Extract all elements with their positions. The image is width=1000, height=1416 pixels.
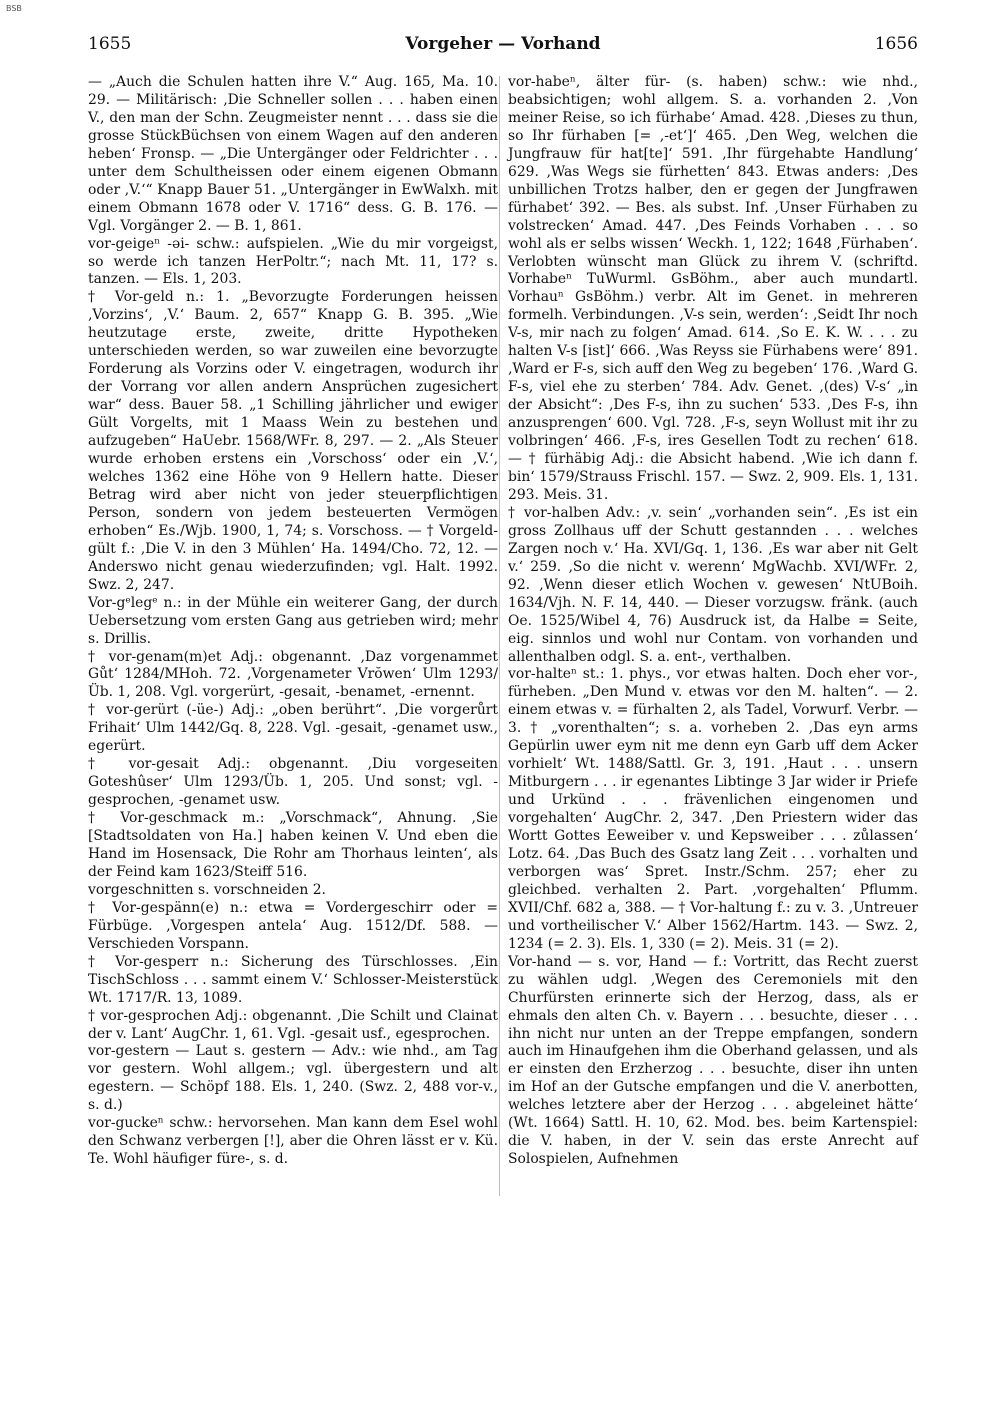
entry-vor-gucken: vor-guckeⁿ schw.: hervorsehen. Man kann dem Esel wohl den Schwanz verbergen [!], aber die Ohren lässt er v. Kü. Te. Wohl häufiger füre-, s. d.: [88, 1115, 498, 1168]
entry-vor-hand: Vor-hand — s. vor, Hand — f.: Vortritt, das Recht zuerst zu wählen udgl. ‚Wegen des Ceremoniels mit den Churfürsten erinnerte sich der Herzog, dass, als er ehmals den alten Ch. v. Bayern . . . besuchte, dieser . . . ihn nicht nur unten an der Treppe empfangen, sondern auch im Hinaufgehen ihm die Oberhand gelassen, und als er einsten den Erzherzog . . . besuchte, diser ihn unten im Hof an der Gutsche empfangen und die V. anerbotten, welches letztere aber der Herzog . . . abgeleinet hätte‘ (Wt. 1664) Sattl. H. 10, 62. Mod. bes. beim Kartenspiel: die V. haben, in der V. sein das erste Anrecht auf Solospielen, Aufnehmen: [508, 953, 918, 1168]
entry-vor-genammet: † vor-genam(m)et Adj.: obgenannt. ‚Daz vorgenammet Gůt‘ 1284/MHoh. 72. ‚Vorgenameter Vrŏwen‘ Ulm 1293/Üb. 1, 208. Vgl. vorgerürt, -gesait, -benamet, -ernennt.: [88, 648, 498, 701]
entry-vor-halben: † vor-halben Adv.: ‚v. sein‘ „vorhanden sein“. ‚Es ist ein gross Zollhaus uff der Schutt gestannden . . . welches Zargen noch v.‘ Ha. XVI/Gq. 1, 136. ‚Es war aber nit Gelt v.‘ 259. ‚So die nicht v. werenn‘ MgWachb. XVI/WFr. 2, 92. ‚Wenn dieser etlich Wochen v. gewesen‘ NtUBoih. 1634/Vjh. N. F. 14, 440. — Dieser vorzugsw. fränk. (auch Oe. 1525/Wibel 4, 76) Ausdruck ist, da Halbe = Seite, eig. sinnlos und wohl nur Contam. von vorhanden und allenthalben odgl. S. a. ent-, verthalben.: [508, 504, 918, 665]
entry-vorgeschnitten: vorgeschnitten s. vorschneiden 2.: [88, 881, 326, 898]
entry-vor-geruert: † vor-gerürt (-üe-) Adj.: „oben berührt“. ‚Die vorgerůrt Frihait‘ Ulm 1442/Gq. 8, 228. Vgl. -gesait, -genamet usw., egerürt.: [88, 702, 498, 755]
entry-vor-gestern: vor-gestern — Laut s. gestern — Adv.: wie nhd., am Tag vor gestern. Wohl allgem.; vgl. übergestern und alt egestern. — Schöpf 188. Els. 1, 240. (Swz. 2, 488 vor-v., s. d.): [88, 1043, 498, 1114]
entry-vor-halten: vor-halteⁿ st.: 1. phys., vor etwas halten. Doch eher vor-, fürheben. „Den Mund v. etwas vor den M. halten“. — 2. einem etwas v. = fürhalten 2, als Tadel, Vorwurf. Verbr. — 3. † „vorenthalten“; s. a. vorheben 2. ‚Das eyn arms Gepürlin uwer eym nit me denn eyn Garb uff dem Acker vorhielt‘ Wt. 1488/Sattl. Gr. 3, 191. ‚Haut . . . unsern Mitburgern . . . ir egenantes Libtinge 3 Jar wider ir Priefe und Urkünd . . . frävenlichen eingenomen und vorgehalten‘ AugChr. 2, 347. ‚Den Priestern wider das Wortt Gottes Eeweiber v. und Kepsweiber . . . zůlassen‘ Lotz. 64. ‚Das Buch des Gsatz lang Zeit . . . vorhalten und verborgen was‘ Spret. Instr./Schm. 257; eher zu gleichbed. verhalten 2. Part. ‚vorgehalten‘ Pflumm. XVII/Chf. 682 a, 388. — † Vor-haltung f.: zu v. 3. ‚Untreuer und vortheilischer V.‘ Alber 1562/Hartm. 143. — Swz. 2, 1234 (= 2. 3). Els. 1, 330 (= 2). Meis. 31 (= 2).: [508, 666, 918, 952]
entry-vor-geld: † Vor-geld n.: 1. „Bevorzugte Forderungen heissen ‚Vorzins‘, ‚V.‘ Baum. 2, 657“ Knapp G. B. 395. „Wie heutzutage erste, zweite, dritte Hypotheken unterschieden werden, so war zuweilen eine bevorzugte Forderung als Vorzins oder V. eingetragen, wodurch ihr der Vorrang vor allen andern Ansprüchen zugesichert war“ dess. Bauer 58. „1 Schilling jährlicher und ewiger Gült Vorgelts, mit 1 Maass Wein zu bestehen und aufzugeben“ HaUebr. 1568/WFr. 8, 297. — 2. „Als Steuer wurde erhoben erstens ein ‚Vorschoss‘ oder ein ‚V.‘, welches 1362 eine Höhe von 9 Hellern hatte. Dieser Betrag wird aber nicht von jeder steuerpflichtigen Person, sondern von jedem besteuerten Vermögen erhoben“ Es./Wjb. 1900, 1, 74; s. Vorschoss. — † Vorgeld-gült f.: ‚Die V. in den 3 Mühlen‘ Ha. 1494/Cho. 72, 12. — Anderswo nicht genau wiederzufinden; vgl. Halt. 1992. Swz. 2, 247.: [88, 289, 498, 593]
entry-vor-gelege: Vor-gᵉlegᵉ n.: in der Mühle ein weiterer Gang, der durch Uebersetzung vom ersten Gang aus getrieben wird; mehr s. Drillis.: [88, 594, 498, 647]
entry-vor-geschmack: † Vor-geschmack m.: „Vorschmack“, Ahnung. ‚Sie [Stadtsoldaten von Ha.] haben keinen V. Und eben die Hand im Hosensack, Die Rohr am Thorhaus leinten‘, als der Feind kam 1623/Steiff 516.: [88, 810, 498, 880]
page-number-left: 1655: [88, 34, 132, 54]
left-column: [88, 74, 498, 1169]
right-column: [508, 74, 918, 1169]
library-stamp: BSB: [6, 4, 22, 13]
entry-vor-haben: vor-habeⁿ, älter für- (s. haben) schw.: wie nhd., beabsichtigen; wohl allgem. S. a. vorhanden 2. ‚Von meiner Reise, so ich fürhabe‘ Amad. 428. ‚Dieses zu thun, so Ihr fürhaben [= ‚-et‘]‘ 465. ‚Den Weg, welchen die Jungfrauw für hat[te]‘ 591. ‚Ihr fürgehabte Handlung‘ 629. ‚Was Wegs sie fürhetten‘ 843. Etwas anders: ‚Des unbillichen Trotzs halber, den er gegen der Jungfrawen fürhabet‘ 392. — Bes. als subst. Inf. ‚Unser Fürhaben zu volstrecken‘ Amad. 447. ‚Des Feinds Vorhaben . . . so wohl als er selbs wissen‘ Weckh. 1, 122; 1648 ‚Fürhaben‘. Verlobten wünscht man Glück zu ihrem V. (schriftd. Vorhabeⁿ TuWurml. GsBöhm., aber auch mundartl. Vorhauⁿ GsBöhm.) verbr. Alt im Genet. in mehreren formelh. Verbindungen. ‚V-s sein, werden‘: ‚Seidt Ihr noch V-s, mir nach zu folgen‘ Amad. 614. ‚So E. K. W. . . . zu halten V-s [ist]‘ 666. ‚Was Reyss sie Fürhabens were‘ 891. ‚Ward er F-s, sich auff den Weg zu begeben‘ 176. ‚Ward G. F-s, viel ehe zu sterben‘ 784. Adv. Genet. ‚(des) V-s‘ „in der Absicht“: ‚Des F-s, ihn zu suchen‘ 533. ‚Des F-s, ihn anzusprengen‘ 600. Vgl. 728. ‚F-s, seyn Wollust mit ihr zu volbringen‘ 466. ‚F-s, ires Gesellen Todt zu rechen‘ 618. — † fürhäbig Adj.: die Absicht habend. ‚Wie ich dann f. bin‘ 1579/Strauss Frischl. 157. — Swz. 2, 909. Els. 1, 131. 293. Meis. 31.: [508, 74, 918, 503]
column-divider: [499, 76, 500, 1196]
entry-vor-geigen: vor-geigeⁿ -əi- schw.: aufspielen. „Wie du mir vorgeigst, so werde ich tanzen HerPoltr.“; nach Mt. 11, 17? s. tanzen. — Els. 1, 203.: [88, 235, 498, 288]
page-number-right: 1656: [874, 34, 918, 54]
entry-vor-gespaenne: † Vor-gespänn(e) n.: etwa = Vordergeschirr oder = Fürbüge. ‚Vorgespen antela‘ Aug. 1512/Df. 588. — Verschieden Vorspann.: [88, 899, 498, 952]
entry-vor-gesait: † vor-gesait Adj.: obgenannt. ‚Diu vorgeseiten Goteshûser‘ Ulm 1293/Üb. 1, 205. Und sonst; vgl. -gesprochen, -genamet usw.: [88, 756, 498, 809]
running-title: Vorgeher — Vorhand: [405, 34, 601, 54]
entry-vor-gesperr: † Vor-gesperr n.: Sicherung des Türschlosses. ‚Ein TischSchloss . . . sammt einem V.‘ Schlosser-Meisterstück Wt. 1717/R. 13, 1089.: [88, 953, 498, 1006]
entry-vorgeher-cont: — „Auch die Schulen hatten ihre V.“ Aug. 165, Ma. 10. 29. — Militärisch: ‚Die Schneller sollen . . . haben einen V., den man der Schn. Zeugmeister nennt . . . dass sie die grosse StückBüchsen von einem Wagen auf den anderen heben‘ Fronsp. — „Die Untergänger oder Feldrichter . . . unter dem Schultheissen oder einem eigenen Obmann oder ‚V.‘“ Knapp Bauer 51. „Untergänger in EwWalxh. mit einem Obmann 1678 oder V. 1716“ dess. G. B. 176. — Vgl. Vorgänger 2. — B. 1, 861.: [88, 74, 498, 234]
entry-vor-gesprochen: † vor-gesprochen Adj.: obgenannt. ‚Die Schilt und Clainat der v. Lant‘ AugChr. 1, 61. Vgl. -gesait usf., egesprochen.: [88, 1007, 498, 1042]
page-header: [88, 34, 918, 60]
